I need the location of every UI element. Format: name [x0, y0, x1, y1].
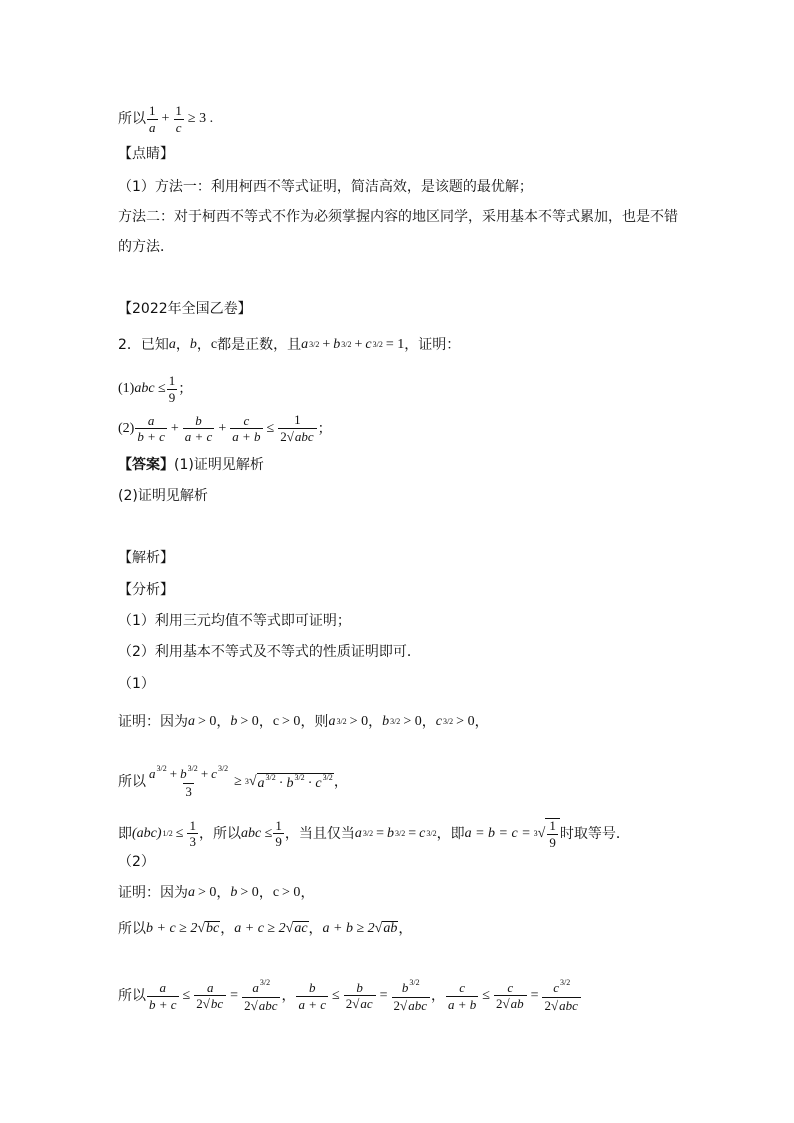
answer-1: (1)证明见解析	[174, 457, 264, 473]
proof-1-premise: 证明：因为 a > 0 ， b > 0 ， c > 0 ，则 a 3/2 > 0 ， b 3/2 > 0 ， c 3/2 > 0 ，	[118, 714, 489, 730]
fraction: $\frac{a^{3/2} + b^{3/2} + c^{3/2}}{3}$	[149, 764, 229, 799]
question-part-2: (2) $\frac{a}{b + c}$ + $\frac{b}{a + c}$ + $\frac{c}{a + b}$ ≤ $\frac{1}{\text{2√abc}}$ ；	[118, 412, 332, 445]
fraction: $\frac{b}{a + c}$	[298, 980, 327, 1012]
fraction: $\frac{c}{2√ab}$	[494, 981, 527, 1012]
fenxi-line-1: （1）利用三元均值不等式即可证明；	[118, 613, 351, 629]
fraction: $\frac{1}{c}$	[175, 103, 182, 135]
answer-2: (2)证明见解析	[118, 488, 208, 504]
fraction: $\frac{b^{3/2}}{\text{2√abc}}$	[392, 979, 430, 1013]
fraction: $\frac{c^{3/2}}{\text{2√abc}}$	[542, 979, 580, 1013]
jiexi-title: 【解析】	[118, 550, 174, 566]
fraction: $\frac{a}{b + c}$	[149, 980, 177, 1012]
fraction: $\frac{a}{b + c}$	[137, 412, 165, 445]
fraction: $\frac{1}{3}$	[189, 817, 196, 850]
answer-line	[118, 458, 264, 472]
dianjing-line-2: 方法二：对于柯西不等式不作为必须掌握内容的地区同学，采用基本不等式累加，也是不错	[118, 209, 678, 225]
dianjing-title: 【点睛】	[118, 146, 174, 162]
dianjing-line-1: （1）方法一：利用柯西不等式证明，简洁高效，是该题的最优解；	[118, 179, 533, 195]
fenxi-title: 【分析】	[118, 582, 174, 598]
question-statement: 2．已知 a ， b ， c 都是正数，且 a 3/2 + b 3/2 + c 3/2 = 1 ，证明：	[118, 337, 461, 353]
fenxi-line-2: （2）利用基本不等式及不等式的性质证明即可．	[118, 644, 421, 660]
fraction: $\frac{a^{3/2}}{\text{2√abc}}$	[242, 979, 280, 1013]
fraction: $\frac{1}{9}$	[275, 817, 282, 850]
fraction: $\frac{1}{9}$	[549, 818, 556, 850]
proof-1-result: 即 (abc) 1/2 ≤ $\frac{1}{3}$ ，所以 abc ≤ $\frac{1}{9}$ ，当且仅当 a 3/2 = b 3/2 = c 3/2 ，即 a = b = c = 3 √ $\frac{1}{9}$ 时取等号．	[118, 817, 630, 850]
question-part-1: (1) abc ≤ $\frac{1}{9}$ ；	[118, 373, 193, 405]
fraction: $\frac{a}{2√bc}$	[194, 981, 226, 1012]
fraction: $\frac{c}{a + b}$	[232, 412, 261, 445]
fraction: $\frac{1}{9}$	[168, 373, 176, 405]
answer-title: 【答案】	[118, 457, 174, 473]
part-2-label: （2）	[118, 854, 155, 870]
fraction: $\frac{b}{a + c}$	[184, 412, 213, 445]
fraction: $\frac{b}{2√ac}$	[344, 981, 376, 1012]
proof-2-bounds: 所以 $\frac{a}{b + c}$ ≤ $\frac{a}{2√bc}$ = $\frac{a^{3/2}}{\text{2√abc}}$ ， $\frac{b}{a + c}$ ≤ $\frac{b}{2√ac}$ = $\frac{b^{3/2}}{\text{2√abc}}$ ， $\frac{c}{a + b}$ ≤ $\frac{c}{2√ab}$ = $\frac{c^{3/2}}{\text{2√abc}}$	[118, 979, 582, 1013]
dianjing-line-3: 的方法．	[118, 239, 174, 255]
proof-1-amgm: 所以 $\frac{a^{3/2} + b^{3/2} + c^{3/2}}{3}$ ≥ 3 √ $a^{3/2} \cdot b^{3/2} \cdot c^{3/2}$ ，	[118, 764, 348, 799]
proof-2-premise: 证明：因为 a > 0 ， b > 0 ， c > 0 ，	[118, 885, 315, 901]
line-conclusion: 所以 $\frac{1}{a}$ + $\frac{1}{c}$ ≥ 3 .	[118, 103, 214, 135]
proof-2-amgm: 所以 b + c ≥ 2 √ bc ， a + c ≥ 2 √ ac ， a + b ≥ 2 √ ab ，	[118, 920, 413, 937]
part-1-label: （1）	[118, 676, 155, 692]
fraction: $\frac{c}{a + b}$	[447, 980, 477, 1012]
source-tag: 【2022年全国乙卷】	[118, 301, 252, 317]
fraction: $\frac{1}{a}$	[149, 103, 156, 135]
fraction: $\frac{1}{\text{2√abc}}$	[278, 413, 316, 444]
